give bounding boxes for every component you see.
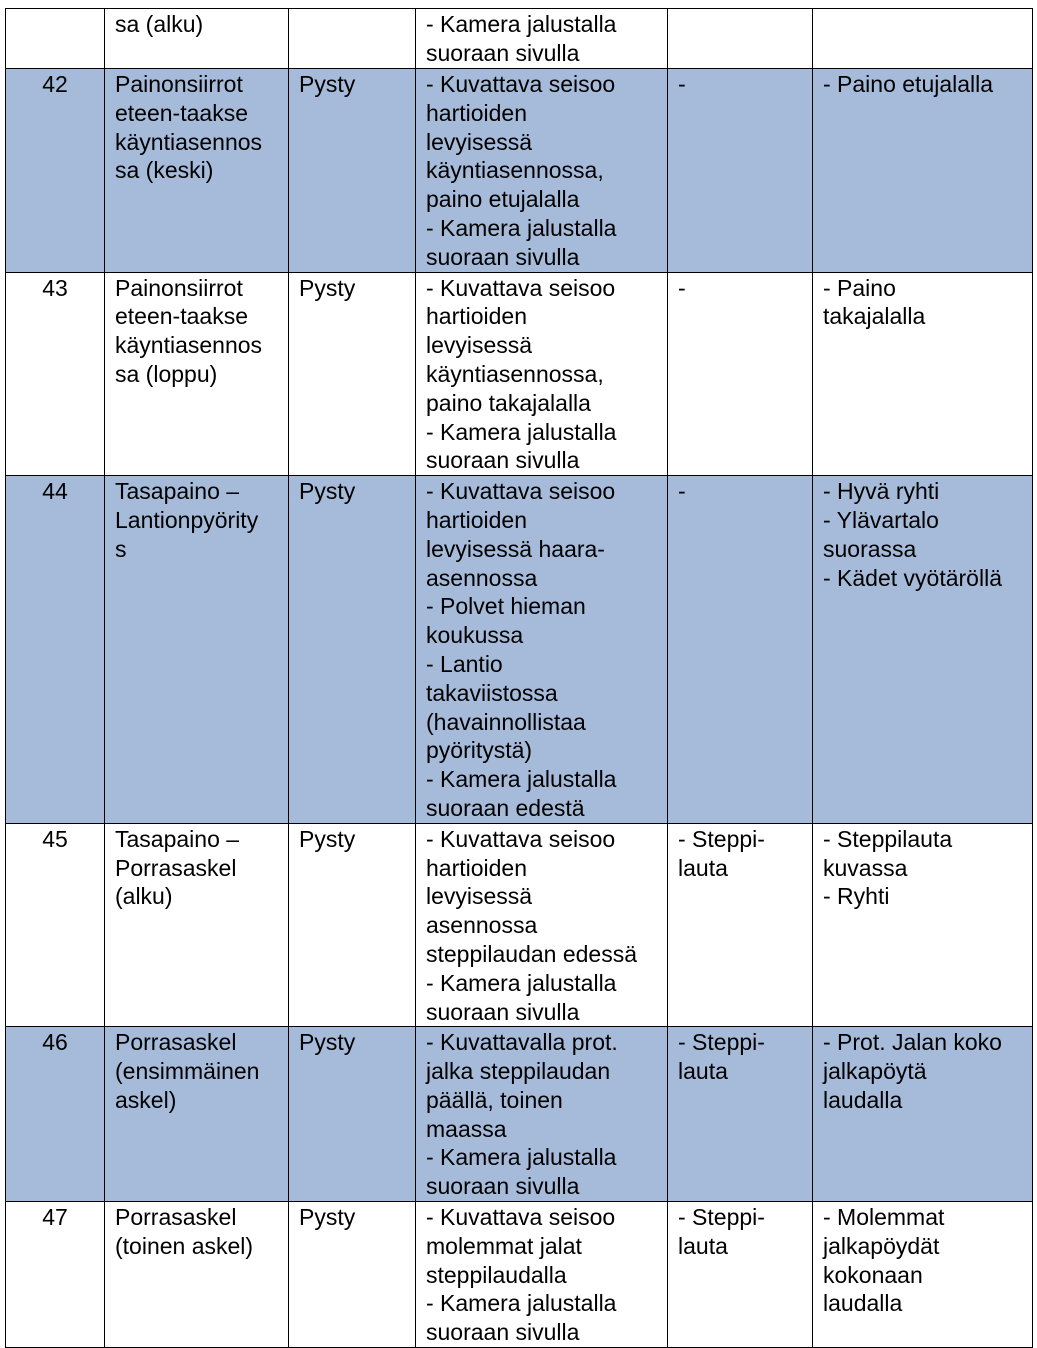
description-line: hartioiden — [426, 99, 528, 126]
notes-line: - Ylävartalo — [823, 506, 939, 533]
description-line: - Kamera jalustalla — [426, 1290, 617, 1317]
shot-name-line: Painonsiirrot — [115, 71, 243, 97]
notes-line: - Molemmat — [823, 1204, 945, 1231]
shot-name-line: (ensimmäinen — [115, 1058, 260, 1085]
shot-number: 43 — [42, 274, 68, 301]
shot-name-line: sa (alku) — [115, 11, 204, 37]
shot-number: 44 — [42, 478, 68, 505]
shot-name-line: eteen-taakse — [115, 99, 248, 126]
notes-line: kokonaan — [823, 1261, 923, 1288]
notes-cell — [813, 272, 1033, 476]
description-line: hartioiden — [426, 506, 528, 533]
description-line: - Kuvattavalla prot. — [426, 1029, 618, 1056]
equipment-line: - Steppi- — [678, 1029, 765, 1056]
description-line: - Kuvattava seisoo — [426, 825, 616, 852]
description-line: hartioiden — [426, 303, 528, 330]
orientation: Pysty — [299, 1204, 356, 1231]
description-line: - Kuvattava seisoo — [426, 1204, 616, 1231]
orientation-cell — [289, 1202, 416, 1348]
description-line: suoraan sivulla — [426, 243, 580, 270]
description-cell — [416, 9, 668, 69]
description-line: asennossa — [426, 912, 538, 939]
orientation: Pysty — [299, 1029, 356, 1056]
shot-name-line: Porrasaskel — [115, 1204, 237, 1231]
description-line: - Kamera jalustalla — [426, 418, 617, 445]
description-line: käyntiasennossa, — [426, 360, 604, 387]
notes-line: takajalalla — [823, 303, 926, 330]
shot-name-line: Tasapaino – — [115, 825, 240, 852]
shot-name-cell — [105, 1027, 289, 1202]
shot-name-line: Tasapaino – — [115, 478, 240, 505]
description-line: suoraan edestä — [426, 794, 585, 821]
description-cell — [416, 1202, 668, 1348]
notes-line: - Hyvä ryhti — [823, 478, 940, 505]
orientation-cell — [289, 69, 416, 273]
orientation-cell — [289, 272, 416, 476]
shot-name-cell — [105, 476, 289, 824]
shot-number-cell — [6, 1202, 105, 1348]
shot-name-line: sa (loppu) — [115, 360, 218, 387]
description-line: - Kamera jalustalla — [426, 11, 617, 37]
notes-cell — [813, 823, 1033, 1027]
orientation-cell — [289, 823, 416, 1027]
description-line: - Kamera jalustalla — [426, 766, 617, 793]
description-cell — [416, 823, 668, 1027]
description-line: käyntiasennossa, — [426, 157, 604, 184]
table-row — [6, 1202, 1033, 1348]
equipment-cell — [668, 272, 813, 476]
notes-line: - Steppilauta — [823, 825, 953, 852]
description-line: - Kamera jalustalla — [426, 1144, 617, 1171]
description-line: (havainnollistaa — [426, 708, 586, 735]
shot-name-line: sa (keski) — [115, 157, 214, 184]
notes-line: - Paino etujalalla — [823, 71, 994, 97]
shot-number-cell — [6, 823, 105, 1027]
description-cell — [416, 69, 668, 273]
description-line: levyisessä — [426, 883, 533, 910]
description-line: koukussa — [426, 622, 524, 649]
notes-line: suorassa — [823, 535, 917, 562]
equipment-line: lauta — [678, 854, 728, 881]
shot-name-cell — [105, 1202, 289, 1348]
orientation-cell — [289, 476, 416, 824]
description-cell — [416, 476, 668, 824]
equipment-cell — [668, 823, 813, 1027]
description-line: molemmat jalat — [426, 1232, 582, 1259]
description-line: suoraan sivulla — [426, 39, 580, 66]
description-line: - Kuvattava seisoo — [426, 478, 616, 505]
equipment-line: - Steppi- — [678, 1204, 765, 1231]
notes-cell — [813, 1027, 1033, 1202]
orientation: Pysty — [299, 274, 356, 301]
shot-name-line: s — [115, 535, 127, 562]
equipment-cell — [668, 9, 813, 69]
orientation-cell — [289, 9, 416, 69]
orientation: Pysty — [299, 825, 356, 852]
notes-line: laudalla — [823, 1086, 903, 1113]
shot-number-cell — [6, 1027, 105, 1202]
description-line: paino etujalalla — [426, 186, 580, 213]
shot-name-line: Painonsiirrot — [115, 274, 243, 301]
shot-name-line: käyntiasennos — [115, 332, 263, 359]
notes-cell — [813, 1202, 1033, 1348]
description-line: päällä, toinen — [426, 1086, 563, 1113]
description-line: - Lantio — [426, 650, 503, 677]
shot-name-cell — [105, 69, 289, 273]
notes-line: - Kädet vyötäröllä — [823, 564, 1002, 591]
equipment-line: - Steppi- — [678, 825, 765, 852]
table-row — [6, 69, 1033, 273]
shot-name-line: askel) — [115, 1086, 177, 1113]
equipment-cell — [668, 1202, 813, 1348]
notes-cell — [813, 476, 1033, 824]
table-row — [6, 823, 1033, 1027]
orientation-cell — [289, 1027, 416, 1202]
shot-number-cell — [6, 476, 105, 824]
description-line: suoraan sivulla — [426, 1173, 580, 1200]
table-row — [6, 1027, 1033, 1202]
table-row — [6, 9, 1033, 69]
shot-name-cell — [105, 272, 289, 476]
shot-number: 45 — [42, 825, 68, 852]
description-line: hartioiden — [426, 854, 528, 881]
table-row — [6, 272, 1033, 476]
notes-line: laudalla — [823, 1290, 903, 1317]
equipment-line: - — [678, 71, 686, 97]
description-line: - Polvet hieman — [426, 593, 586, 620]
equipment-cell — [668, 1027, 813, 1202]
description-line: maassa — [426, 1115, 507, 1142]
shot-name-line: Lantionpyörity — [115, 506, 259, 533]
shot-number-cell — [6, 69, 105, 273]
description-line: - Kuvattava seisoo — [426, 274, 616, 301]
equipment-line: - — [678, 478, 686, 505]
description-line: levyisessä haara- — [426, 535, 605, 562]
table-body — [6, 9, 1033, 1348]
orientation: Pysty — [299, 71, 356, 97]
description-line: takaviistossa — [426, 679, 558, 706]
notes-cell — [813, 69, 1033, 273]
shot-name-line: (toinen askel) — [115, 1232, 254, 1259]
shot-name-line: eteen-taakse — [115, 303, 248, 330]
shot-name-line: Porrasaskel — [115, 1029, 237, 1056]
table-row — [6, 476, 1033, 824]
shot-list-table — [5, 8, 1033, 1348]
description-line: suoraan sivulla — [426, 447, 580, 474]
shot-number: 46 — [42, 1029, 68, 1056]
notes-line: - Prot. Jalan koko — [823, 1029, 1002, 1056]
notes-cell — [813, 9, 1033, 69]
shot-name-cell — [105, 823, 289, 1027]
shot-name-line: (alku) — [115, 883, 173, 910]
equipment-line: - — [678, 274, 686, 301]
description-line: suoraan sivulla — [426, 998, 580, 1025]
description-line: pyöritystä) — [426, 737, 533, 764]
equipment-cell — [668, 69, 813, 273]
shot-name-cell — [105, 9, 289, 69]
description-line: steppilaudan edessä — [426, 940, 637, 967]
description-line: asennossa — [426, 564, 538, 591]
description-line: - Kamera jalustalla — [426, 969, 617, 996]
notes-line: - Ryhti — [823, 883, 890, 910]
equipment-line: lauta — [678, 1232, 728, 1259]
notes-line: - Paino — [823, 274, 896, 301]
notes-line: kuvassa — [823, 854, 908, 881]
equipment-cell — [668, 476, 813, 824]
description-cell — [416, 272, 668, 476]
description-line: - Kamera jalustalla — [426, 214, 617, 241]
description-line: - Kuvattava seisoo — [426, 71, 616, 97]
shot-number: 42 — [42, 71, 68, 97]
shot-number-cell — [6, 272, 105, 476]
equipment-line: lauta — [678, 1058, 728, 1085]
description-line: steppilaudalla — [426, 1261, 567, 1288]
description-line: levyisessä — [426, 332, 533, 359]
notes-line: jalkapöydät — [823, 1232, 940, 1259]
shot-number-cell — [6, 9, 105, 69]
orientation: Pysty — [299, 478, 356, 505]
description-line: jalka steppilaudan — [426, 1058, 611, 1085]
shot-number: 47 — [42, 1204, 68, 1231]
shot-name-line: käyntiasennos — [115, 128, 263, 155]
shot-name-line: Porrasaskel — [115, 854, 237, 881]
description-line: levyisessä — [426, 128, 533, 155]
description-line: paino takajalalla — [426, 389, 591, 416]
description-line: suoraan sivulla — [426, 1319, 580, 1346]
description-cell — [416, 1027, 668, 1202]
notes-line: jalkapöytä — [823, 1058, 927, 1085]
